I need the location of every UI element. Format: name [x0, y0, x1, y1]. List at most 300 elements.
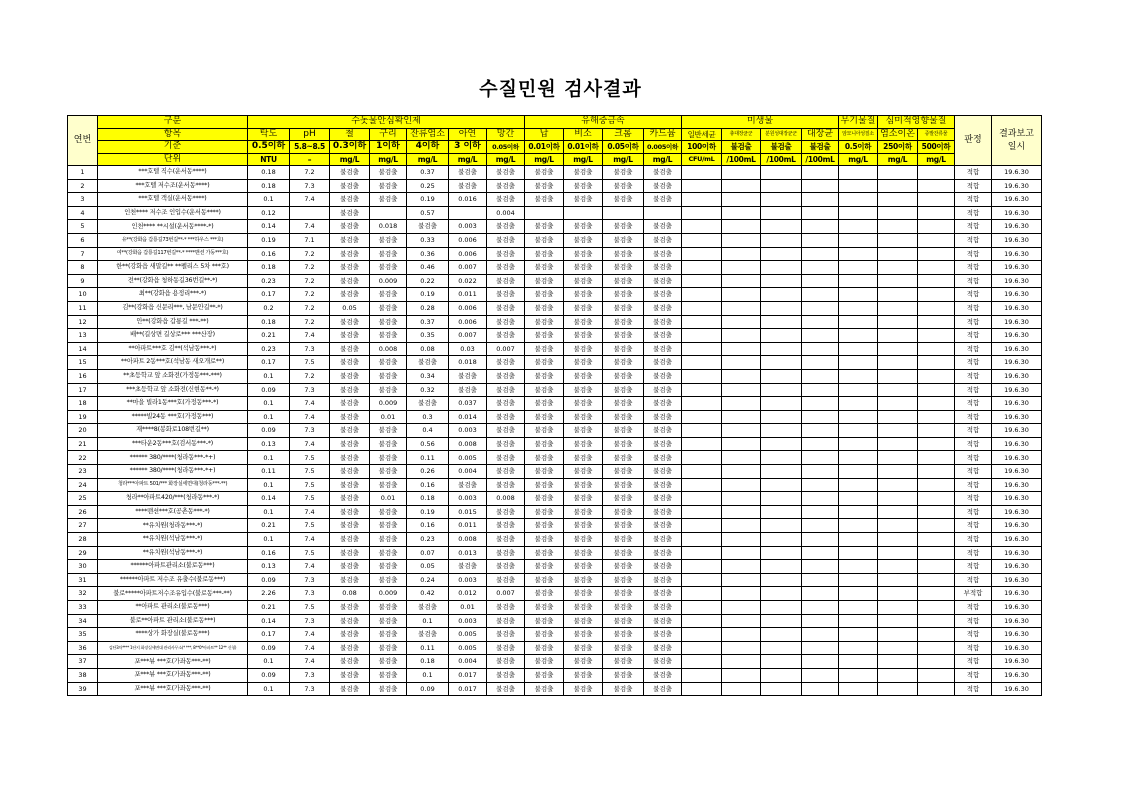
cell-arsenic: 불검출: [564, 587, 603, 601]
cell-turbidity: 0.18: [248, 315, 290, 329]
cell-location: 검단3차**** 1단지 화장실세면대 관리사무소(* ***, 8**0*아파트** 12** 신청): [98, 641, 248, 655]
cell-e-coli: [802, 546, 839, 560]
cell-zinc: 0.012: [449, 587, 487, 601]
cell-e-coli: [802, 315, 839, 329]
std-copper: 1이하: [370, 141, 407, 154]
cell-iron: 불검출: [330, 546, 370, 560]
cell-zinc: [449, 206, 487, 220]
cell-ph: 7.3: [290, 668, 330, 682]
cell-judgement: 적합: [955, 682, 992, 696]
cell-judgement: 적합: [955, 247, 992, 261]
cell-total-coliform: [722, 519, 761, 533]
cell-fecal-coliform: [761, 546, 802, 560]
cell-copper: 불검출: [370, 628, 407, 642]
cell-chloride: [878, 288, 918, 302]
cell-manganese: 불검출: [487, 329, 525, 343]
cell-report-date: 19.6.30: [992, 288, 1042, 302]
cell-general-bacteria: [682, 505, 722, 519]
cell-total-coliform: [722, 573, 761, 587]
cell-evaporation-residue: [918, 274, 955, 288]
std-lead: 0.01이하: [525, 141, 564, 154]
cell-ammonia-nitrogen: [839, 233, 878, 247]
item-evaporation-residue: 증발잔류물: [918, 128, 955, 141]
cell-fecal-coliform: [761, 601, 802, 615]
cell-chlorine: 0.11: [407, 451, 449, 465]
cell-ph: 7.2: [290, 315, 330, 329]
cell-total-coliform: [722, 410, 761, 424]
cell-e-coli: [802, 166, 839, 180]
cell-zinc: 0.01: [449, 601, 487, 615]
cell-copper: 0.009: [370, 587, 407, 601]
cell-chlorine: 0.1: [407, 668, 449, 682]
cell-lead: 불검출: [525, 220, 564, 234]
cell-evaporation-residue: [918, 247, 955, 261]
cell-location: 최**(강화읍 용정리***-*): [98, 288, 248, 302]
cell-evaporation-residue: [918, 315, 955, 329]
cell-copper: 불검출: [370, 682, 407, 696]
cell-evaporation-residue: [918, 233, 955, 247]
cell-evaporation-residue: [918, 424, 955, 438]
cell-copper: 불검출: [370, 179, 407, 193]
cell-turbidity: 0.2: [248, 301, 290, 315]
unit-manganese: mg/L: [487, 153, 525, 166]
cell-e-coli: [802, 369, 839, 383]
group-tap-water: 수돗물안심확인제: [248, 116, 525, 129]
cell-total-coliform: [722, 233, 761, 247]
table-row: [68, 478, 1042, 492]
cell-arsenic: 불검출: [564, 478, 603, 492]
cell-report-date: 19.6.30: [992, 233, 1042, 247]
cell-total-coliform: [722, 641, 761, 655]
cell-lead: 불검출: [525, 369, 564, 383]
std-iron: 0.3이하: [330, 141, 370, 154]
cell-chromium: 불검출: [603, 356, 644, 370]
cell-ammonia-nitrogen: [839, 492, 878, 506]
cell-lead: 불검출: [525, 614, 564, 628]
group-microbes: 미생물: [682, 116, 839, 129]
unit-cadmium: mg/L: [644, 153, 682, 166]
cell-ph: 7.5: [290, 465, 330, 479]
group-aesthetic: 심미적영향물질: [878, 116, 955, 129]
cell-copper: 0.008: [370, 342, 407, 356]
cell-location: **아파트 2동***호(석남동 새오개로**): [98, 356, 248, 370]
cell-lead: 불검출: [525, 601, 564, 615]
cell-e-coli: [802, 206, 839, 220]
cell-chlorine: 0.16: [407, 519, 449, 533]
cell-zinc: 불검출: [449, 179, 487, 193]
cell-cadmium: 불검출: [644, 356, 682, 370]
cell-ammonia-nitrogen: [839, 206, 878, 220]
cell-ammonia-nitrogen: [839, 505, 878, 519]
group-header-label: 구분: [98, 116, 248, 129]
cell-ph: 7.3: [290, 682, 330, 696]
cell-fecal-coliform: [761, 301, 802, 315]
cell-ammonia-nitrogen: [839, 220, 878, 234]
cell-turbidity: 0.09: [248, 641, 290, 655]
cell-copper: 불검출: [370, 301, 407, 315]
cell-total-coliform: [722, 628, 761, 642]
cell-turbidity: 0.11: [248, 465, 290, 479]
cell-chromium: 불검출: [603, 397, 644, 411]
cell-judgement: 적합: [955, 573, 992, 587]
cell-chlorine: 0.19: [407, 288, 449, 302]
cell-report-date: 19.6.30: [992, 505, 1042, 519]
cell-no: 37: [68, 655, 98, 669]
cell-ph: 7.3: [290, 587, 330, 601]
cell-iron: 불검출: [330, 505, 370, 519]
cell-evaporation-residue: [918, 682, 955, 696]
cell-chromium: 불검출: [603, 560, 644, 574]
unit-chromium: mg/L: [603, 153, 644, 166]
table-row: [68, 206, 1042, 220]
cell-copper: 불검출: [370, 233, 407, 247]
cell-chromium: 불검출: [603, 274, 644, 288]
cell-chloride: [878, 601, 918, 615]
cell-fecal-coliform: [761, 166, 802, 180]
cell-cadmium: 불검출: [644, 424, 682, 438]
cell-cadmium: 불검출: [644, 451, 682, 465]
cell-manganese: 0.007: [487, 587, 525, 601]
cell-general-bacteria: [682, 614, 722, 628]
cell-lead: 불검출: [525, 465, 564, 479]
cell-judgement: 적합: [955, 601, 992, 615]
cell-manganese: 불검출: [487, 193, 525, 207]
cell-ammonia-nitrogen: [839, 628, 878, 642]
cell-manganese: 불검출: [487, 410, 525, 424]
cell-iron: 불검출: [330, 424, 370, 438]
cell-arsenic: 불검출: [564, 233, 603, 247]
report-header: [992, 116, 1042, 166]
cell-iron: 불검출: [330, 383, 370, 397]
cell-no: 34: [68, 614, 98, 628]
table-row: [68, 519, 1042, 533]
cell-chloride: [878, 492, 918, 506]
cell-turbidity: 0.17: [248, 628, 290, 642]
cell-iron: 0.08: [330, 587, 370, 601]
cell-chlorine: 0.56: [407, 437, 449, 451]
cell-ammonia-nitrogen: [839, 682, 878, 696]
cell-cadmium: 불검출: [644, 342, 682, 356]
table-row: [68, 220, 1042, 234]
cell-e-coli: [802, 492, 839, 506]
cell-report-date: 19.6.30: [992, 383, 1042, 397]
cell-cadmium: 불검출: [644, 478, 682, 492]
cell-arsenic: 불검출: [564, 369, 603, 383]
cell-report-date: 19.6.30: [992, 301, 1042, 315]
unit-evaporation-residue: mg/L: [918, 153, 955, 166]
cell-copper: 불검출: [370, 193, 407, 207]
cell-fecal-coliform: [761, 587, 802, 601]
cell-total-coliform: [722, 682, 761, 696]
cell-iron: 불검출: [330, 233, 370, 247]
cell-no: 35: [68, 628, 98, 642]
cell-ammonia-nitrogen: [839, 546, 878, 560]
cell-location: 포***뷰 ***호(가좌동***-**): [98, 682, 248, 696]
cell-zinc: 0.03: [449, 342, 487, 356]
cell-manganese: 불검출: [487, 274, 525, 288]
cell-total-coliform: [722, 206, 761, 220]
cell-judgement: 적합: [955, 301, 992, 315]
cell-evaporation-residue: [918, 383, 955, 397]
cell-ph: 7.4: [290, 220, 330, 234]
cell-e-coli: [802, 668, 839, 682]
cell-chromium: 불검출: [603, 315, 644, 329]
cell-ph: 7.4: [290, 397, 330, 411]
cell-arsenic: 불검출: [564, 492, 603, 506]
cell-arsenic: 불검출: [564, 641, 603, 655]
cell-chloride: [878, 301, 918, 315]
cell-zinc: 0.003: [449, 614, 487, 628]
cell-e-coli: [802, 641, 839, 655]
cell-e-coli: [802, 301, 839, 315]
cell-chlorine: 0.28: [407, 301, 449, 315]
cell-chlorine: 0.09: [407, 682, 449, 696]
cell-judgement: 적합: [955, 329, 992, 343]
cell-chromium: 불검출: [603, 641, 644, 655]
cell-general-bacteria: [682, 628, 722, 642]
cell-fecal-coliform: [761, 410, 802, 424]
cell-zinc: 0.022: [449, 274, 487, 288]
cell-ammonia-nitrogen: [839, 261, 878, 275]
cell-chloride: [878, 641, 918, 655]
item-ph: pH: [290, 128, 330, 141]
cell-e-coli: [802, 383, 839, 397]
cell-iron: 불검출: [330, 451, 370, 465]
cell-no: 27: [68, 519, 98, 533]
cell-evaporation-residue: [918, 166, 955, 180]
cell-e-coli: [802, 220, 839, 234]
cell-no: 22: [68, 451, 98, 465]
cell-chlorine: 0.36: [407, 247, 449, 261]
table-row: [68, 492, 1042, 506]
cell-fecal-coliform: [761, 261, 802, 275]
cell-evaporation-residue: [918, 342, 955, 356]
cell-ph: 7.2: [290, 261, 330, 275]
cell-general-bacteria: [682, 641, 722, 655]
table-row: [68, 315, 1042, 329]
cell-chloride: [878, 628, 918, 642]
cell-zinc: 0.007: [449, 329, 487, 343]
cell-fecal-coliform: [761, 424, 802, 438]
cell-evaporation-residue: [918, 573, 955, 587]
cell-no: 38: [68, 668, 98, 682]
cell-no: 13: [68, 329, 98, 343]
cell-total-coliform: [722, 274, 761, 288]
cell-cadmium: 불검출: [644, 397, 682, 411]
cell-fecal-coliform: [761, 519, 802, 533]
cell-general-bacteria: [682, 193, 722, 207]
cell-manganese: 불검출: [487, 533, 525, 547]
item-arsenic: 비소: [564, 128, 603, 141]
cell-evaporation-residue: [918, 301, 955, 315]
cell-general-bacteria: [682, 601, 722, 615]
cell-general-bacteria: [682, 655, 722, 669]
cell-ph: 7.3: [290, 383, 330, 397]
cell-arsenic: 불검출: [564, 546, 603, 560]
cell-chromium: 불검출: [603, 424, 644, 438]
cell-no: 30: [68, 560, 98, 574]
cell-evaporation-residue: [918, 519, 955, 533]
cell-chloride: [878, 682, 918, 696]
std-total-coliform: 불검출: [722, 141, 761, 154]
cell-judgement: 적합: [955, 206, 992, 220]
table-row: [68, 397, 1042, 411]
cell-lead: 불검출: [525, 193, 564, 207]
cell-general-bacteria: [682, 288, 722, 302]
cell-no: 4: [68, 206, 98, 220]
cell-general-bacteria: [682, 383, 722, 397]
cell-no: 21: [68, 437, 98, 451]
cell-total-coliform: [722, 668, 761, 682]
cell-arsenic: 불검출: [564, 465, 603, 479]
cell-ph: 7.3: [290, 342, 330, 356]
cell-general-bacteria: [682, 233, 722, 247]
cell-judgement: 적합: [955, 397, 992, 411]
cell-location: ***타운2동***호(검서동***-*): [98, 437, 248, 451]
cell-iron: 불검출: [330, 682, 370, 696]
table-row: [68, 288, 1042, 302]
cell-manganese: 불검출: [487, 261, 525, 275]
cell-total-coliform: [722, 614, 761, 628]
cell-turbidity: 0.1: [248, 451, 290, 465]
cell-e-coli: [802, 628, 839, 642]
cell-zinc: 0.003: [449, 492, 487, 506]
cell-general-bacteria: [682, 369, 722, 383]
cell-lead: 불검출: [525, 546, 564, 560]
cell-fecal-coliform: [761, 356, 802, 370]
cell-ammonia-nitrogen: [839, 601, 878, 615]
cell-lead: 불검출: [525, 437, 564, 451]
cell-iron: 불검출: [330, 166, 370, 180]
cell-chlorine: 0.46: [407, 261, 449, 275]
unit-general-bacteria: CFU/mL: [682, 153, 722, 166]
cell-cadmium: 불검출: [644, 560, 682, 574]
cell-copper: 불검출: [370, 478, 407, 492]
cell-turbidity: 0.1: [248, 533, 290, 547]
cell-chlorine: 0.34: [407, 369, 449, 383]
cell-iron: 불검출: [330, 668, 370, 682]
cell-general-bacteria: [682, 206, 722, 220]
cell-no: 28: [68, 533, 98, 547]
cell-location: *****빌24동 ***호(가정동***): [98, 410, 248, 424]
table-row: [68, 505, 1042, 519]
cell-evaporation-residue: [918, 546, 955, 560]
cell-report-date: 19.6.30: [992, 682, 1042, 696]
cell-zinc: 0.004: [449, 465, 487, 479]
cell-zinc: 불검출: [449, 369, 487, 383]
cell-chlorine: 0.37: [407, 166, 449, 180]
cell-report-date: 19.6.30: [992, 519, 1042, 533]
cell-ph: 7.1: [290, 233, 330, 247]
cell-iron: 불검출: [330, 641, 370, 655]
item-ammonia-nitrogen: 암모니아성질소: [839, 128, 878, 141]
cell-iron: 불검출: [330, 315, 370, 329]
cell-e-coli: [802, 614, 839, 628]
cell-location: **마을 빌라1동***호(가정동***-*): [98, 397, 248, 411]
cell-cadmium: 불검출: [644, 465, 682, 479]
cell-turbidity: 0.14: [248, 492, 290, 506]
cell-manganese: 불검출: [487, 301, 525, 315]
table-row: [68, 193, 1042, 207]
cell-e-coli: [802, 465, 839, 479]
cell-chromium: 불검출: [603, 587, 644, 601]
cell-e-coli: [802, 478, 839, 492]
cell-no: 18: [68, 397, 98, 411]
cell-ammonia-nitrogen: [839, 641, 878, 655]
cell-chloride: [878, 179, 918, 193]
cell-copper: 0.018: [370, 220, 407, 234]
cell-no: 23: [68, 465, 98, 479]
cell-report-date: 19.6.30: [992, 533, 1042, 547]
cell-no: 3: [68, 193, 98, 207]
cell-arsenic: 불검출: [564, 166, 603, 180]
table-row: [68, 261, 1042, 275]
cell-chloride: [878, 573, 918, 587]
cell-report-date: 19.6.30: [992, 668, 1042, 682]
cell-report-date: 19.6.30: [992, 628, 1042, 642]
cell-arsenic: 불검출: [564, 655, 603, 669]
cell-e-coli: [802, 274, 839, 288]
cell-lead: 불검출: [525, 356, 564, 370]
cell-general-bacteria: [682, 410, 722, 424]
cell-fecal-coliform: [761, 220, 802, 234]
cell-chloride: [878, 315, 918, 329]
cell-total-coliform: [722, 465, 761, 479]
cell-no: 26: [68, 505, 98, 519]
cell-turbidity: 0.18: [248, 166, 290, 180]
cell-turbidity: 0.13: [248, 437, 290, 451]
cell-lead: 불검출: [525, 668, 564, 682]
cell-fecal-coliform: [761, 274, 802, 288]
cell-chlorine: 0.33: [407, 233, 449, 247]
cell-lead: 불검출: [525, 641, 564, 655]
no-header: 연번: [68, 116, 98, 166]
cell-location: ****** 380/****(청라동***-*+): [98, 465, 248, 479]
cell-cadmium: 불검출: [644, 383, 682, 397]
std-chlorine: 4이하: [407, 141, 449, 154]
cell-chromium: 불검출: [603, 628, 644, 642]
table-row: [68, 233, 1042, 247]
cell-arsenic: 불검출: [564, 383, 603, 397]
cell-location: ***호텔 직수(운서동****): [98, 166, 248, 180]
cell-lead: 불검출: [525, 166, 564, 180]
cell-arsenic: 불검출: [564, 424, 603, 438]
cell-lead: [525, 206, 564, 220]
cell-chlorine: 불검출: [407, 220, 449, 234]
cell-judgement: 적합: [955, 478, 992, 492]
cell-report-date: 19.6.30: [992, 206, 1042, 220]
cell-cadmium: 불검출: [644, 301, 682, 315]
cell-judgement: 적합: [955, 560, 992, 574]
cell-chromium: 불검출: [603, 492, 644, 506]
cell-ph: 7.4: [290, 560, 330, 574]
cell-total-coliform: [722, 383, 761, 397]
cell-lead: 불검출: [525, 628, 564, 642]
table-row: [68, 641, 1042, 655]
std-cadmium: 0.005이하: [644, 141, 682, 154]
cell-e-coli: [802, 179, 839, 193]
cell-report-date: 19.6.30: [992, 166, 1042, 180]
cell-evaporation-residue: [918, 220, 955, 234]
cell-fecal-coliform: [761, 478, 802, 492]
cell-lead: 불검출: [525, 533, 564, 547]
cell-ph: 7.5: [290, 356, 330, 370]
cell-chlorine: 0.16: [407, 478, 449, 492]
cell-chloride: [878, 356, 918, 370]
cell-chlorine: 불검출: [407, 356, 449, 370]
cell-report-date: 19.6.30: [992, 587, 1042, 601]
cell-manganese: 불검출: [487, 478, 525, 492]
